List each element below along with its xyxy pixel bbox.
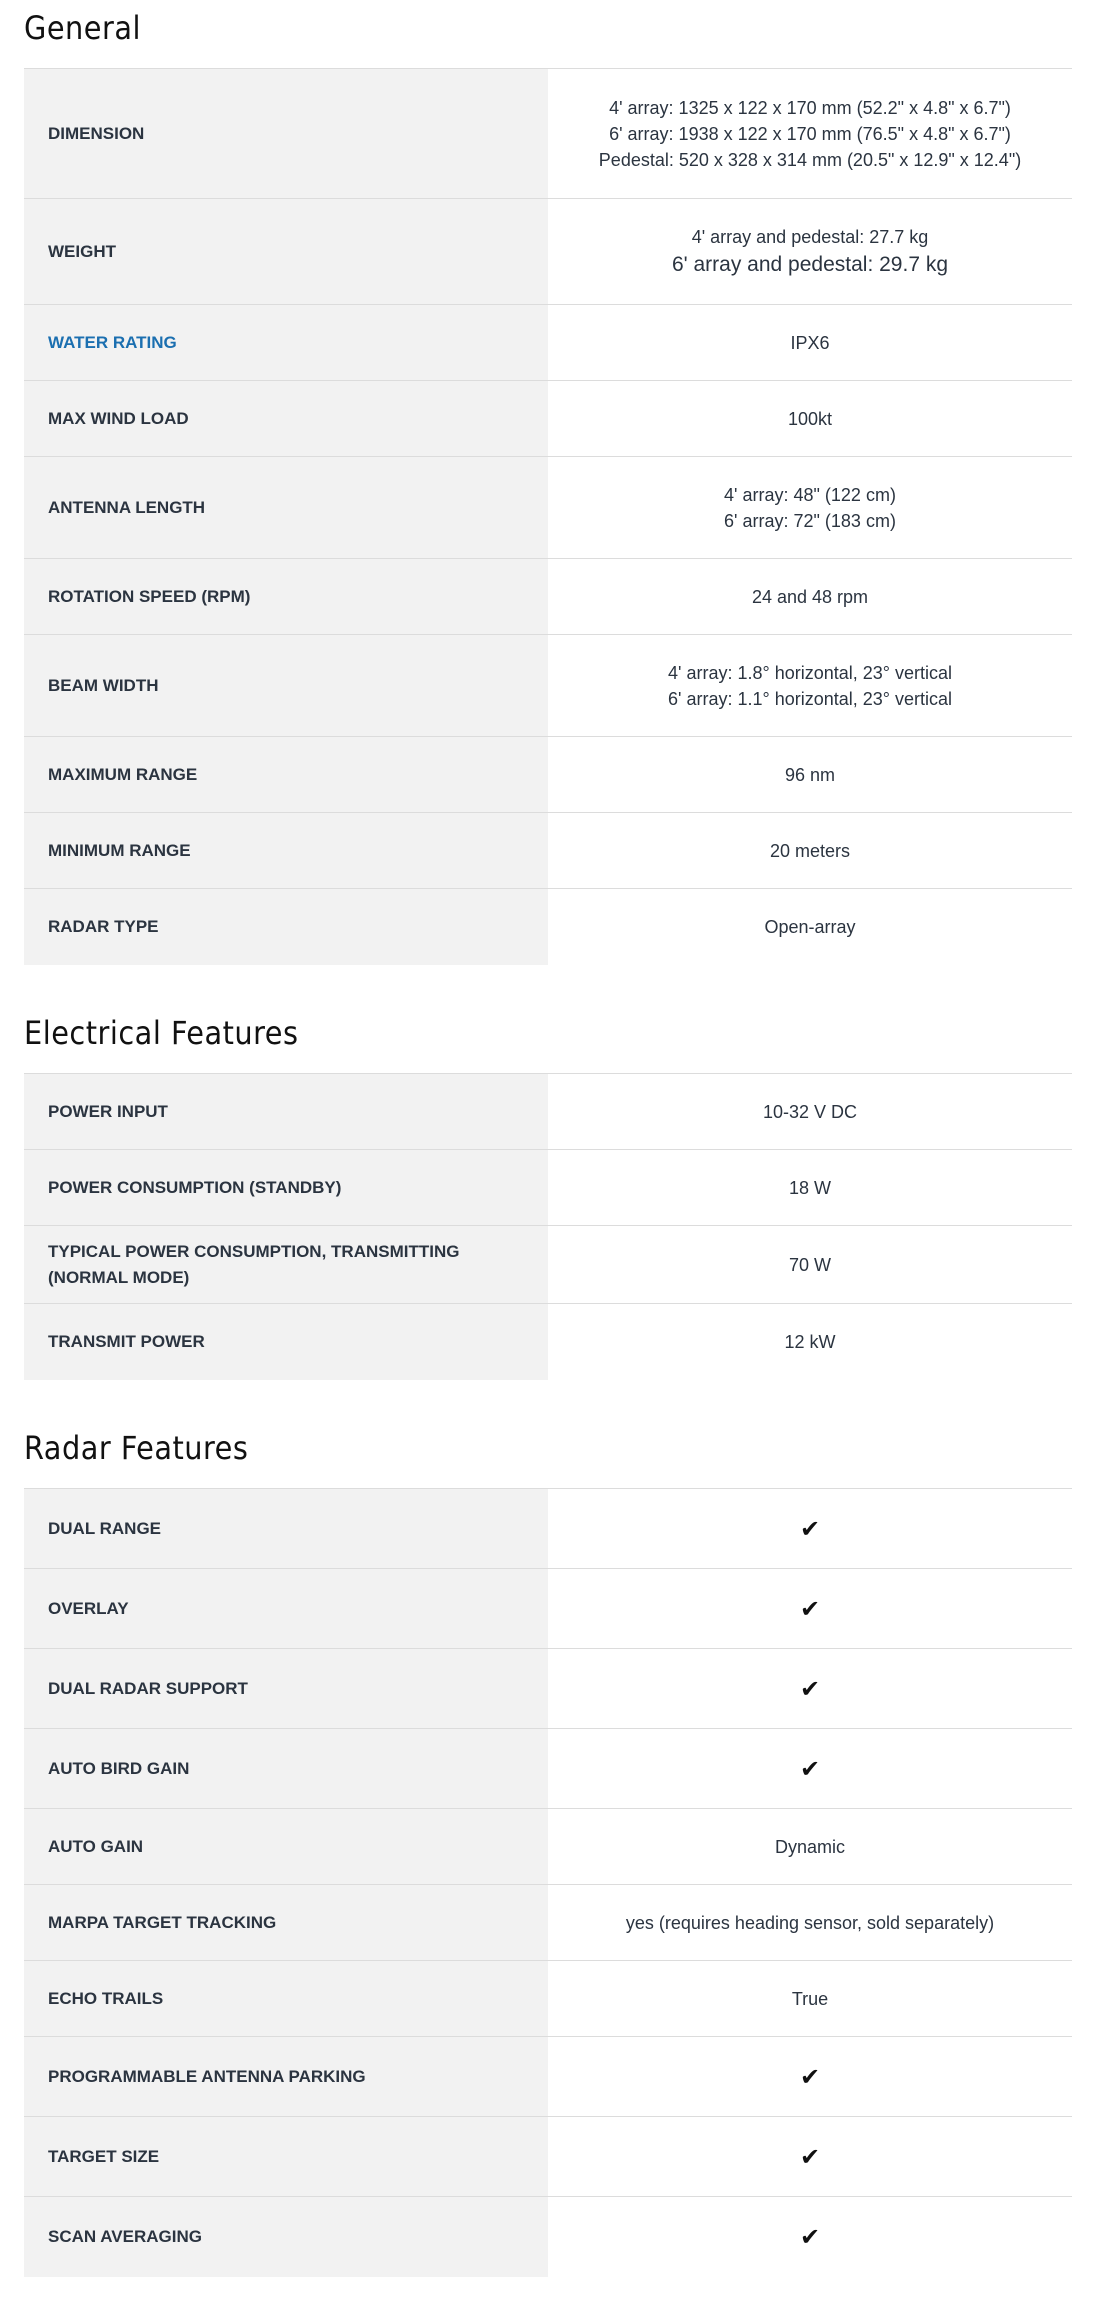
checkmark-icon: ✔	[799, 2223, 821, 2251]
spec-value	[548, 381, 1072, 456]
spec-row-power-input	[24, 1074, 1072, 1150]
spec-row-rotation-speed	[24, 559, 1072, 635]
spec-value	[548, 1489, 1072, 1568]
spec-row-echo-trails	[24, 1961, 1072, 2037]
spec-row-overlay	[24, 1569, 1072, 1649]
spec-value	[548, 2197, 1072, 2277]
spec-value-line: 4' array: 1325 x 122 x 170 mm (52.2" x 4.8" x 6.7")	[609, 97, 1011, 118]
spec-row-dimension	[24, 69, 1072, 199]
spec-value	[548, 69, 1072, 198]
spec-row-weight	[24, 199, 1072, 305]
spec-row-auto-gain	[24, 1809, 1072, 1885]
spec-label: AUTO GAIN	[24, 1809, 548, 1884]
spec-value	[548, 457, 1072, 558]
spec-label: TRANSMIT POWER	[24, 1304, 548, 1380]
spec-value-line: 20 meters	[769, 840, 851, 861]
spec-row-target-size	[24, 2117, 1072, 2197]
spec-value	[548, 635, 1072, 736]
spec-row-power-consumption-standby	[24, 1150, 1072, 1226]
spec-label: ANTENNA LENGTH	[24, 457, 548, 558]
spec-label: POWER INPUT	[24, 1074, 548, 1149]
section-title-radar: Radar Features	[24, 1429, 249, 1467]
spec-label: PROGRAMMABLE ANTENNA PARKING	[24, 2037, 548, 2116]
spec-value	[548, 889, 1072, 965]
spec-value-line: 100kt	[787, 408, 833, 429]
spec-value-line: IPX6	[790, 332, 830, 353]
spec-label: TYPICAL POWER CONSUMPTION, TRANSMITTING (NORMAL MODE)	[24, 1226, 548, 1303]
spec-value	[548, 305, 1072, 380]
spec-label: SCAN AVERAGING	[24, 2197, 548, 2277]
spec-label: AUTO BIRD GAIN	[24, 1729, 548, 1808]
spec-value	[548, 1729, 1072, 1808]
spec-label: RADAR TYPE	[24, 889, 548, 965]
spec-label: MAX WIND LOAD	[24, 381, 548, 456]
spec-value: yes (requires heading sensor, sold separately)	[625, 1912, 995, 1933]
checkmark-icon: ✔	[799, 1594, 821, 1623]
spec-value-line: 6' array: 1.1° horizontal, 23° vertical	[668, 688, 952, 709]
spec-value	[548, 2037, 1072, 2116]
spec-value-line: 6' array: 1938 x 122 x 170 mm (76.5" x 4.8" x 6.7")	[609, 123, 1011, 144]
spec-row-typical-power-consumption	[24, 1226, 1072, 1304]
water-rating-link[interactable]: WATER RATING	[24, 305, 548, 380]
spec-row-maximum-range	[24, 737, 1072, 813]
spec-row-antenna-length	[24, 457, 1072, 559]
spec-label: DUAL RANGE	[24, 1489, 548, 1568]
spec-label: OVERLAY	[24, 1569, 548, 1648]
spec-value-line: 96 nm	[784, 764, 836, 785]
spec-row-scan-averaging	[24, 2197, 1072, 2277]
electrical-spec-table	[24, 1073, 1072, 1380]
spec-value-line: 4' array and pedestal: 27.7 kg	[691, 226, 929, 247]
spec-label: TARGET SIZE	[24, 2117, 548, 2196]
spec-value-line: 6' array: 72" (183 cm)	[724, 510, 896, 531]
spec-value	[548, 2117, 1072, 2196]
checkmark-icon: ✔	[799, 1754, 821, 1783]
spec-value: Dynamic	[774, 1836, 845, 1857]
electrical-section	[0, 1005, 1096, 1380]
spec-value-line: 6' array and pedestal: 29.7 kg	[671, 252, 949, 276]
spec-value-line: 4' array: 1.8° horizontal, 23° vertical	[668, 662, 952, 683]
spec-value: 10-32 V DC	[762, 1101, 858, 1122]
spec-value	[548, 737, 1072, 812]
spec-row-dual-radar-support	[24, 1649, 1072, 1729]
section-title-general: General	[24, 9, 141, 47]
spec-label: ROTATION SPEED (RPM)	[24, 559, 548, 634]
spec-value: 12 kW	[784, 1332, 836, 1352]
radar-spec-table	[24, 1488, 1072, 2277]
checkmark-icon: ✔	[799, 1674, 821, 1703]
spec-value	[548, 199, 1072, 304]
general-section	[0, 0, 1096, 965]
spec-label: DUAL RADAR SUPPORT	[24, 1649, 548, 1728]
spec-value	[548, 1649, 1072, 1728]
spec-row-auto-bird-gain	[24, 1729, 1072, 1809]
spec-label: BEAM WIDTH	[24, 635, 548, 736]
spec-value	[548, 1569, 1072, 1648]
radar-section	[0, 1420, 1096, 2277]
spec-row-dual-range	[24, 1489, 1072, 1569]
spec-value-line: 24 and 48 rpm	[751, 586, 869, 607]
spec-row-minimum-range	[24, 813, 1072, 889]
spec-value-line: 4' array: 48" (122 cm)	[724, 484, 896, 505]
checkmark-icon: ✔	[799, 2142, 821, 2171]
spec-value-line: Open-array	[764, 917, 856, 937]
spec-row-transmit-power	[24, 1304, 1072, 1380]
spec-value: 70 W	[788, 1254, 831, 1275]
section-title-electrical: Electrical Features	[24, 1014, 299, 1052]
spec-row-water-rating	[24, 305, 1072, 381]
spec-value-line: Pedestal: 520 x 328 x 314 mm (20.5" x 12.9" x 12.4")	[598, 149, 1022, 170]
checkmark-icon: ✔	[799, 2062, 821, 2091]
spec-row-beam-width	[24, 635, 1072, 737]
spec-label: MINIMUM RANGE	[24, 813, 548, 888]
spec-label: WEIGHT	[24, 199, 548, 304]
spec-value	[548, 559, 1072, 634]
spec-row-radar-type	[24, 889, 1072, 965]
general-spec-table	[24, 68, 1072, 965]
spec-label: MARPA TARGET TRACKING	[24, 1885, 548, 1960]
spec-row-marpa-target-tracking	[24, 1885, 1072, 1961]
spec-row-max-wind-load	[24, 381, 1072, 457]
spec-value: 18 W	[788, 1177, 831, 1198]
spec-value: True	[791, 1988, 829, 2009]
spec-label: ECHO TRAILS	[24, 1961, 548, 2036]
spec-label: DIMENSION	[24, 69, 548, 198]
checkmark-icon: ✔	[799, 1514, 821, 1543]
spec-value	[548, 813, 1072, 888]
spec-label: MAXIMUM RANGE	[24, 737, 548, 812]
spec-label: POWER CONSUMPTION (STANDBY)	[24, 1150, 548, 1225]
spec-row-programmable-antenna-parking	[24, 2037, 1072, 2117]
